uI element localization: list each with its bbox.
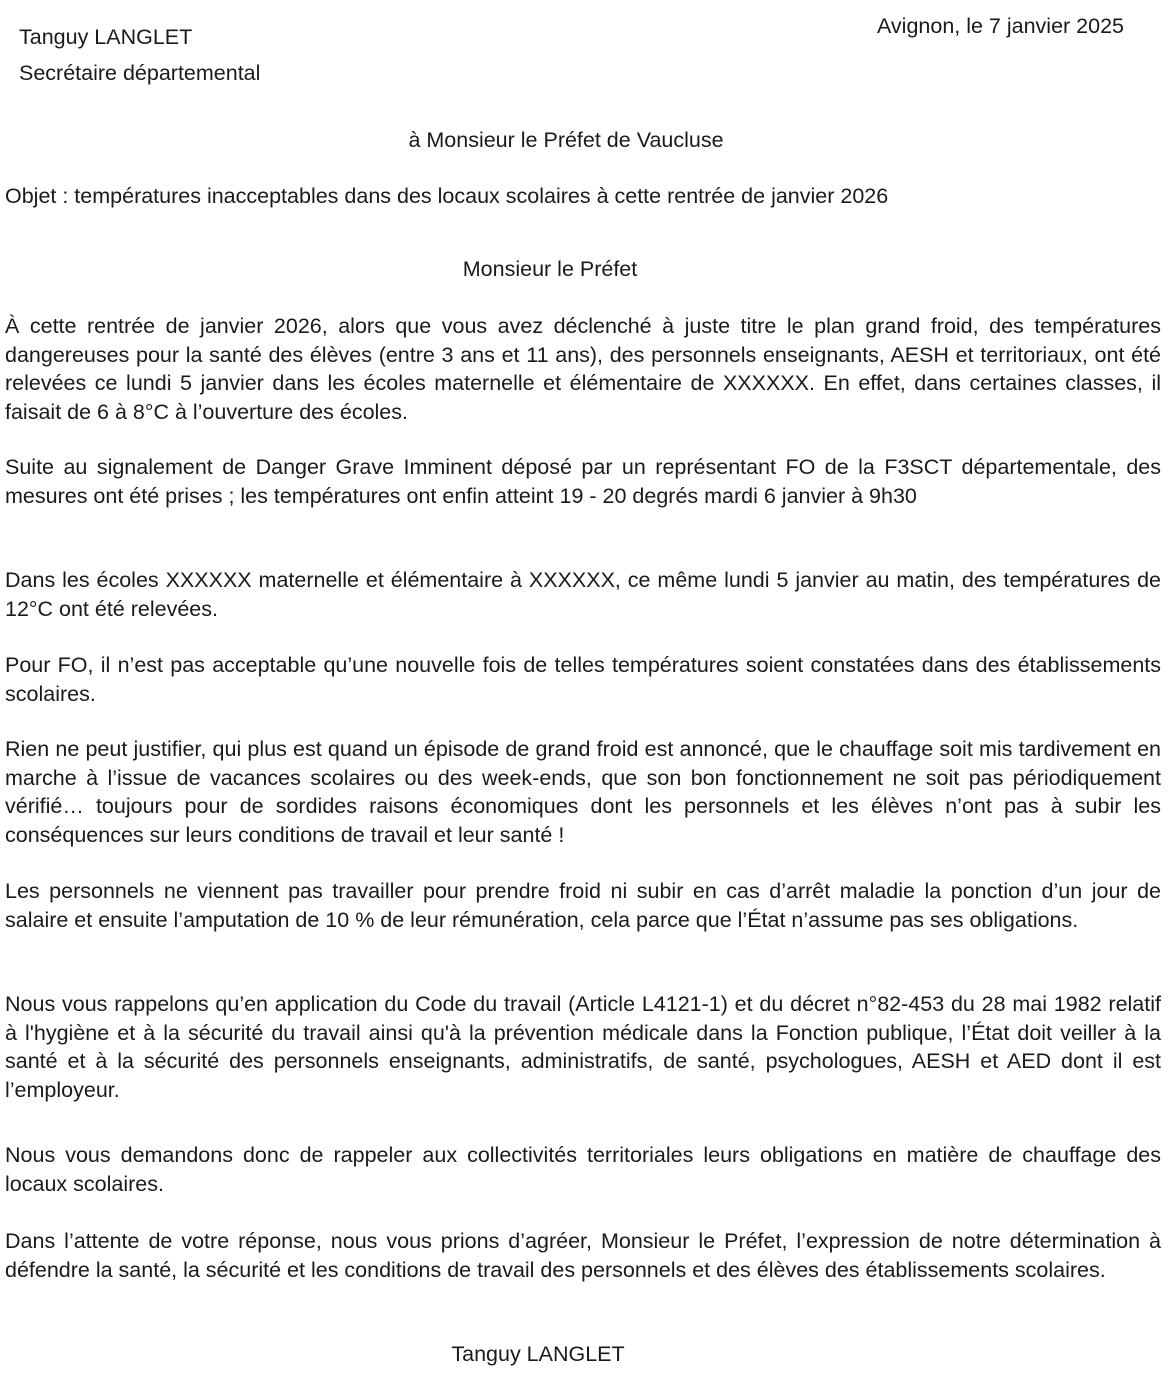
body-paragraph-5: Rien ne peut justifier, qui plus est quand un épisode de grand froid est annoncé, que le chauffage soit mis tardivement en marche à l’issue de vacances scolaires ou des week-ends, que son bon fonctionnement ne soit pas périodiquement vérifié… toujours pour de sordides raisons économiques dont les personnels et les élèves n’ont pas à subir les conséquences sur leurs conditions de travail et leur santé !: [5, 737, 1161, 847]
sender-block: [19, 19, 260, 91]
sender-name: Tanguy LANGLET: [19, 25, 193, 49]
place-date: Avignon, le 7 janvier 2025: [876, 14, 1124, 38]
body-paragraph-8: Nous vous demandons donc de rappeler aux collectivités territoriales leurs obligations en matière de chauffage des locaux scolaires.: [5, 1143, 1161, 1196]
subject-line: Objet : températures inacceptables dans des locaux scolaires à cette rentrée de janvier 2026: [5, 184, 889, 208]
signature: Tanguy LANGLET: [451, 1342, 625, 1366]
body-paragraph-7: Nous vous rappelons qu’en application du Code du travail (Article L4121-1) et du décret n°82-453 du 28 mai 1982 relatif à l'hygiène et à la sécurité du travail ainsi qu'à la prévention médicale dans la Fonction publique, l’État doit veiller à la santé et à la sécurité des personnels enseignants, administratifs, de santé, psychologues, AESH et AED dont il est l’employeur.: [5, 992, 1161, 1102]
sender-title: Secrétaire départemental: [19, 61, 261, 85]
body-paragraph-6: Les personnels ne viennent pas travailler pour prendre froid ni subir en cas d’arrêt maladie la ponction d’un jour de salaire et ensuite l’amputation de 10 % de leur rémunération, cela parce que l’État n’assume pas ses obligations.: [5, 879, 1161, 932]
closing-paragraph: Dans l’attente de votre réponse, nous vous prions d’agréer, Monsieur le Préfet, l’expression de notre détermination à défendre la santé, la sécurité et les conditions de travail des personnels et des élèves des établissements scolaires.: [5, 1229, 1161, 1282]
body-paragraph-4: Pour FO, il n’est pas acceptable qu’une nouvelle fois de telles températures soient constatées dans des établissements scolaires.: [5, 653, 1161, 706]
body-paragraph-3: Dans les écoles XXXXXX maternelle et élémentaire à XXXXXX, ce même lundi 5 janvier au matin, des températures de 12°C ont été relevées.: [5, 568, 1161, 621]
salutation: Monsieur le Préfet: [462, 257, 638, 281]
recipient-line: à Monsieur le Préfet de Vaucluse: [408, 128, 724, 152]
body-paragraph-2: Suite au signalement de Danger Grave Imminent déposé par un représentant FO de la F3SCT départementale, des mesures ont été prises ; les températures ont enfin atteint 19 - 20 degrés mardi 6 janvier à 9h30: [5, 455, 1161, 508]
body-paragraph-1: À cette rentrée de janvier 2026, alors que vous avez déclenché à juste titre le plan grand froid, des températures dangereuses pour la santé des élèves (entre 3 ans et 11 ans), des personnels enseignants, AESH et territoriaux, ont été relevées ce lundi 5 janvier dans les écoles maternelle et élémentaire de XXXXXX. En effet, dans certaines classes, il faisait de 6 à 8°C à l’ouverture des écoles.: [5, 314, 1161, 424]
